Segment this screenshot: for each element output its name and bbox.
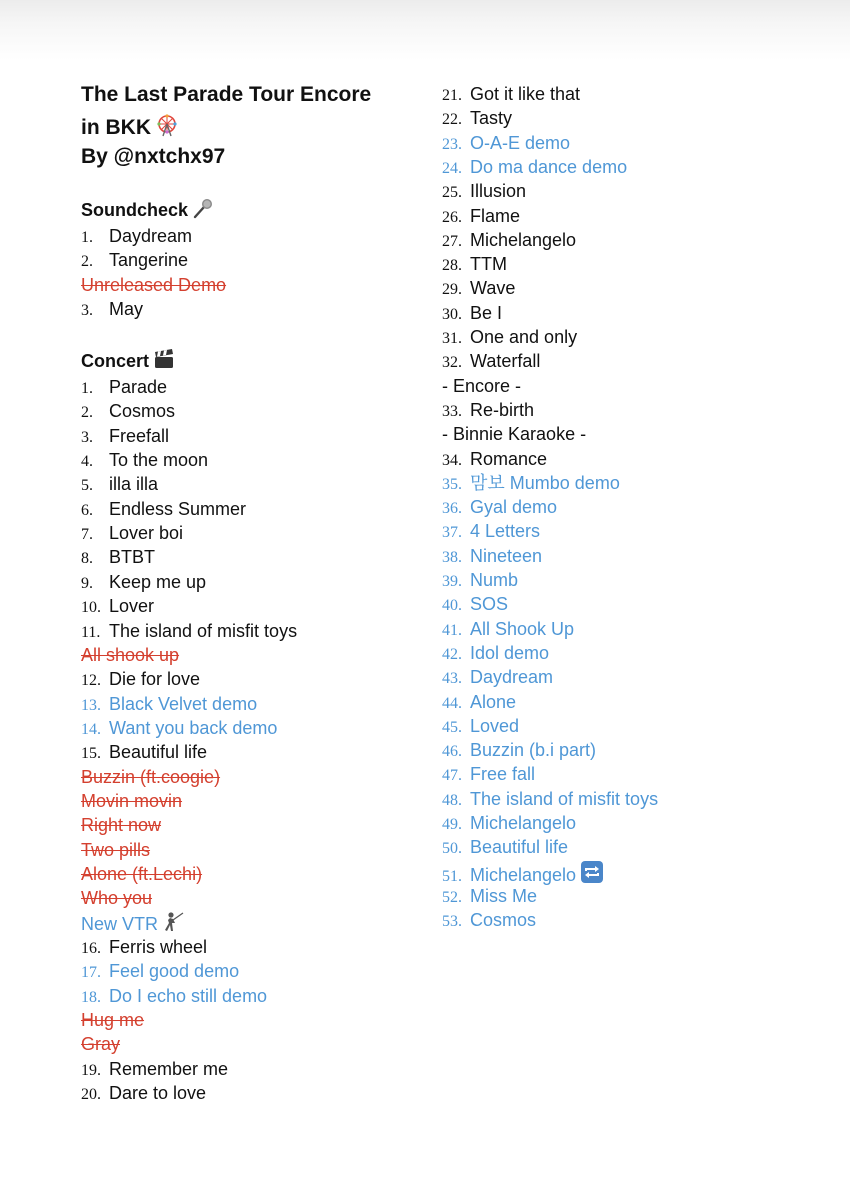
setlist-title: The Last Parade Tour Encore: [81, 83, 372, 106]
song-title: Ferris wheel: [109, 937, 208, 958]
song-item-binnie-karaoke: [442, 422, 586, 446]
song-number: 31.: [442, 330, 462, 347]
song-title: Die for love: [109, 669, 201, 690]
song-title: May: [109, 299, 144, 320]
song-number: 20.: [81, 1086, 101, 1104]
song-number: 39.: [442, 573, 462, 590]
song-title: Feel good demo: [109, 961, 240, 982]
song-number: 2.: [81, 404, 93, 422]
song-number: 30.: [442, 305, 462, 323]
song-title: Cosmos: [109, 401, 176, 422]
song-title: SOS: [470, 594, 509, 615]
song-title: Cosmos: [470, 910, 537, 931]
song-item-parade: [81, 375, 167, 399]
song-item-michelangelo: [442, 228, 576, 252]
song-number: 29.: [442, 281, 462, 299]
song-item-new-vtr: [81, 911, 184, 935]
song-title: Loved: [470, 715, 520, 736]
song-item-alone-ft-lechi: [81, 862, 202, 886]
song-title: Waterfall: [470, 351, 541, 372]
song-title: Tasty: [470, 108, 513, 129]
song-number: 53.: [442, 913, 462, 931]
song-title: O-A-E demo: [470, 132, 571, 153]
song-title: Nineteen: [470, 545, 543, 566]
song-number: 22.: [442, 111, 462, 129]
song-item-re-birth: [442, 398, 534, 422]
song-item-idol-demo: [442, 641, 549, 665]
fencer-icon: [162, 911, 184, 933]
song-title: All shook up: [81, 644, 180, 665]
song-item-to-the-moon: [81, 448, 208, 472]
song-title: Romance: [470, 448, 548, 469]
song-title: Tangerine: [109, 250, 189, 271]
song-number: 8.: [81, 550, 93, 568]
song-title: Michelangelo: [470, 229, 577, 250]
song-item-all-shook-up: [442, 617, 574, 641]
song-item-want-you-back-demo: [81, 716, 277, 740]
song-item-buzzin-ft-coogie: [81, 765, 220, 789]
song-title: Right now: [81, 815, 162, 836]
song-item-beautiful-life: [442, 835, 568, 859]
song-number: 40.: [442, 597, 462, 615]
song-number: 11.: [81, 623, 101, 641]
microphone-icon: [192, 197, 214, 219]
song-title: Numb: [470, 570, 519, 590]
song-title: Gray: [81, 1034, 121, 1055]
song-number: 12.: [81, 672, 101, 690]
song-title: All Shook Up: [470, 618, 575, 639]
song-item-endless-summer: [81, 497, 246, 521]
song-item-lover: [81, 594, 154, 618]
song-number: 48.: [442, 791, 462, 809]
song-number: 37.: [442, 524, 462, 542]
song-item-who-you: [81, 886, 152, 910]
song-title: Miss Me: [470, 885, 537, 906]
setlist-author: By @nxtchx97: [81, 145, 226, 168]
song-number: 32.: [442, 354, 462, 372]
soundcheck-heading: Soundcheck: [81, 197, 214, 222]
song-title: Lover boi: [109, 523, 184, 544]
song-item-romance: [442, 447, 547, 471]
song-title: Wave: [470, 278, 516, 299]
top-shadow: [0, 0, 850, 60]
song-item-got-it-like-that: [442, 82, 580, 106]
song-title: illa illa: [109, 474, 159, 495]
song-item-freefall: [81, 424, 169, 448]
song-title: - Binnie Karaoke -: [442, 424, 587, 445]
song-item-dare-to-love: [81, 1081, 206, 1105]
clapper-board-icon: [153, 348, 175, 370]
song-item-one-and-only: [442, 325, 577, 349]
song-item-btbt: [81, 545, 155, 569]
song-title: Alone: [470, 691, 517, 712]
song-item-waterfall: [442, 349, 540, 373]
song-title: Do ma dance demo: [470, 156, 628, 177]
song-title: Beautiful life: [470, 837, 569, 858]
song-item-numb: [442, 568, 518, 592]
song-item-encore: [442, 374, 521, 398]
song-item-4-letters: [442, 519, 540, 543]
song-item-keep-me-up: [81, 570, 206, 594]
song-item-michelangelo: [442, 811, 576, 835]
song-title: New VTR: [81, 913, 159, 934]
song-item-mumbo-demo: [442, 471, 620, 495]
song-number: 42.: [442, 645, 462, 663]
song-title: TTM: [470, 254, 507, 275]
song-title: Flame: [470, 205, 521, 226]
concert-heading: Concert: [81, 348, 175, 373]
song-title: Daydream: [109, 226, 193, 246]
song-number: 6.: [81, 501, 93, 519]
song-number: 18.: [81, 988, 101, 1006]
setlist-title-location: in BKK: [81, 113, 179, 141]
song-item-miss-me: [442, 884, 537, 908]
song-title: Do I echo still demo: [109, 985, 268, 1006]
song-item-illa-illa: [81, 472, 158, 496]
song-number: 4.: [81, 453, 93, 471]
song-item-wave: [442, 276, 515, 300]
song-item-daydream: [442, 665, 553, 689]
song-item-beautiful-life: [81, 740, 207, 764]
song-item-black-velvet-demo: [81, 692, 257, 716]
song-item-tasty: [442, 106, 512, 130]
song-title: 4 Letters: [470, 521, 541, 542]
song-title: Parade: [109, 377, 168, 397]
song-title: Illusion: [470, 181, 527, 202]
song-number: 52.: [442, 888, 462, 906]
song-number: 47.: [442, 767, 462, 785]
song-title: - Encore -: [442, 375, 522, 396]
song-title: To the moon: [109, 450, 209, 471]
song-item-flame: [442, 204, 520, 228]
song-number: 21.: [442, 87, 462, 104]
song-item-sos: [442, 592, 508, 616]
song-title: The island of misfit toys: [109, 620, 298, 641]
song-title: Buzzin (b.i part): [470, 740, 597, 761]
song-item-right-now: [81, 813, 161, 837]
song-item-o-a-e-demo: [442, 131, 570, 155]
song-number: 27.: [442, 232, 462, 250]
song-number: 45.: [442, 718, 462, 736]
song-number: 1.: [81, 229, 93, 246]
song-item-buzzin-b-i-part: [442, 738, 596, 762]
song-item-tangerine: [81, 248, 188, 272]
song-number: 24.: [442, 159, 462, 177]
repeat-icon: [580, 860, 604, 884]
song-number: 43.: [442, 670, 462, 688]
song-number: 25.: [442, 184, 462, 202]
song-item-ferris-wheel: [81, 935, 207, 959]
song-item-remember-me: [81, 1057, 228, 1081]
song-item-do-i-echo-still-demo: [81, 984, 267, 1008]
song-title: Who you: [81, 888, 153, 909]
song-title: The island of misfit toys: [470, 788, 659, 809]
song-number: 15.: [81, 745, 101, 763]
song-item-ttm: [442, 252, 507, 276]
song-item-loved: [442, 714, 519, 738]
song-title: Endless Summer: [109, 498, 247, 519]
song-title: Idol demo: [470, 642, 550, 663]
song-title: Two pills: [81, 839, 151, 860]
song-number: 14.: [81, 720, 101, 738]
song-title: Want you back demo: [109, 717, 278, 738]
song-number: 17.: [81, 964, 101, 982]
song-item-nineteen: [442, 544, 542, 568]
song-item-the-island-of-misfit-toys: [81, 619, 297, 643]
song-title: Black Velvet demo: [109, 693, 258, 714]
song-item-all-shook-up: [81, 643, 179, 667]
ferris-wheel-icon: [155, 113, 179, 137]
song-number: 28.: [442, 257, 462, 275]
song-title: Lover: [109, 596, 155, 617]
song-item-movin-movin: [81, 789, 182, 813]
song-number: 5.: [81, 477, 93, 495]
song-title: Movin movin: [81, 790, 183, 811]
song-title: Daydream: [470, 667, 554, 688]
song-number: 16.: [81, 940, 101, 958]
song-title: Freefall: [109, 425, 170, 446]
song-item-daydream: [81, 224, 192, 248]
song-number: 7.: [81, 526, 93, 544]
song-number: 51.: [442, 867, 462, 885]
song-number: 13.: [81, 696, 101, 714]
song-item-cosmos: [442, 908, 536, 932]
song-title: Alone (ft.Lechi): [81, 864, 203, 884]
song-title: Keep me up: [109, 571, 207, 592]
song-title: Buzzin (ft.coogie): [81, 766, 221, 787]
song-title: Hug me: [81, 1010, 145, 1031]
song-title: Free fall: [470, 764, 536, 785]
song-title: One and only: [470, 327, 578, 347]
song-item-two-pills: [81, 838, 150, 862]
song-number: 34.: [442, 451, 462, 469]
song-number: 41.: [442, 621, 462, 639]
song-number: 35.: [442, 475, 462, 493]
song-number: 44.: [442, 694, 462, 712]
song-title: Got it like that: [470, 84, 581, 104]
song-item-gyal-demo: [442, 495, 557, 519]
song-title: Michelangelo: [470, 864, 577, 885]
song-number: 50.: [442, 840, 462, 858]
song-item-unreleased-demo: [81, 273, 226, 297]
song-item-lover-boi: [81, 521, 183, 545]
song-title: Gyal demo: [470, 497, 558, 518]
song-number: 10.: [81, 599, 101, 617]
song-item-die-for-love: [81, 667, 200, 691]
song-item-feel-good-demo: [81, 959, 239, 983]
song-title: Remember me: [109, 1058, 229, 1079]
song-number: 33.: [442, 402, 462, 420]
song-title: Unreleased Demo: [81, 274, 227, 295]
song-number: 38.: [442, 548, 462, 566]
song-number: 36.: [442, 500, 462, 518]
song-title: 맘보 Mumbo demo: [470, 472, 620, 493]
song-number: 2.: [81, 253, 93, 271]
song-item-may: [81, 297, 143, 321]
song-title: Be I: [470, 302, 503, 323]
song-item-the-island-of-misfit-toys: [442, 787, 658, 811]
song-number: 19.: [81, 1061, 101, 1079]
song-item-be-i: [442, 301, 502, 325]
song-number: 3.: [81, 428, 93, 446]
song-title: BTBT: [109, 547, 156, 568]
song-number: 49.: [442, 816, 462, 833]
song-item-gray: [81, 1032, 120, 1056]
song-title: Beautiful life: [109, 742, 208, 763]
song-title: Dare to love: [109, 1083, 207, 1104]
song-number: 23.: [442, 135, 462, 153]
song-number: 1.: [81, 380, 93, 397]
song-item-michelangelo: [442, 860, 604, 884]
song-item-hug-me: [81, 1008, 144, 1032]
song-number: 3.: [81, 302, 93, 320]
song-item-free-fall: [442, 762, 535, 786]
song-title: Re-birth: [470, 399, 535, 420]
song-number: 46.: [442, 743, 462, 761]
song-item-alone: [442, 690, 516, 714]
song-title: Michelangelo: [470, 813, 577, 833]
song-item-do-ma-dance-demo: [442, 155, 627, 179]
song-number: 26.: [442, 208, 462, 226]
song-item-cosmos: [81, 399, 175, 423]
song-number: 9.: [81, 574, 93, 592]
song-item-illusion: [442, 179, 526, 203]
